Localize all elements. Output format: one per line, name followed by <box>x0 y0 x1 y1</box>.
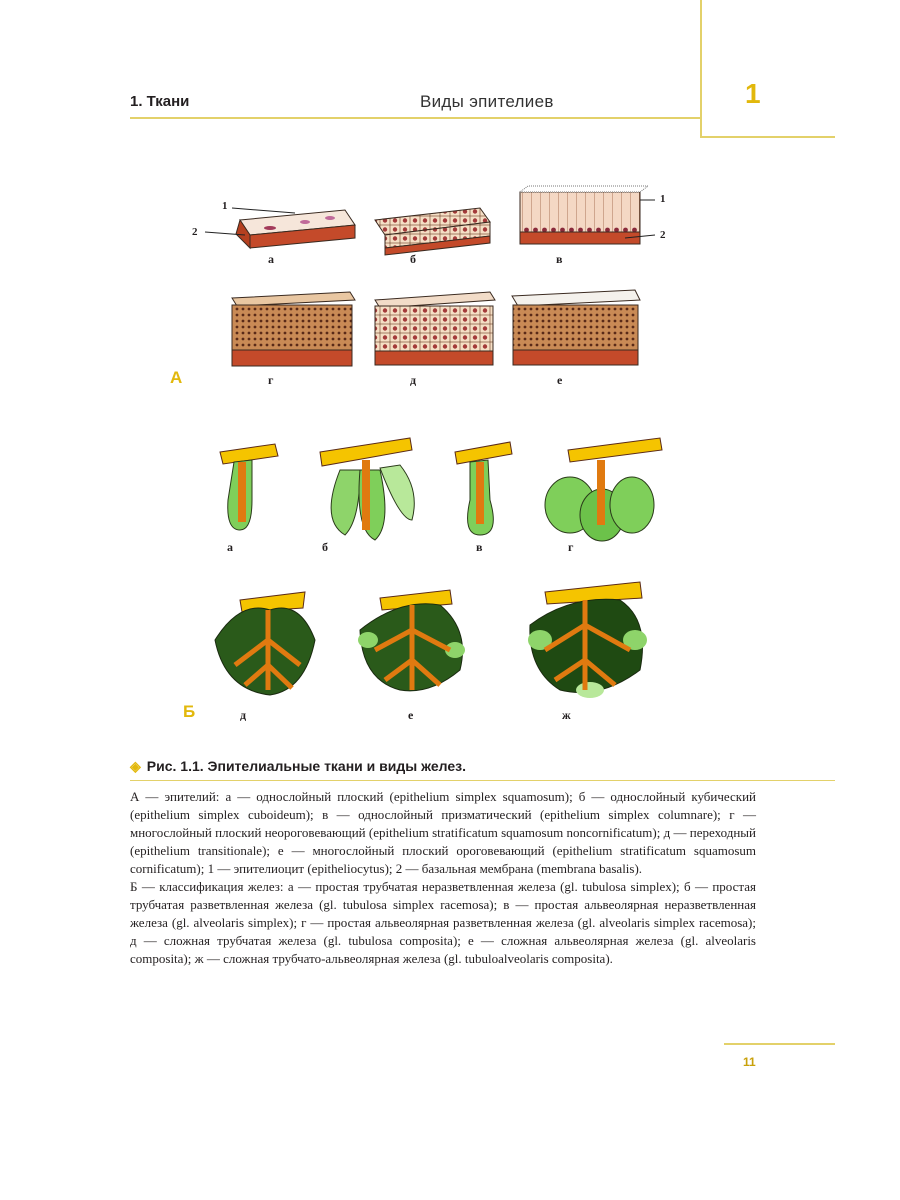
epithelium-a <box>205 208 355 248</box>
label-b-d: г <box>568 540 574 554</box>
epithelium-c <box>520 186 655 244</box>
gland-c <box>455 442 512 535</box>
chapter-number: 1 <box>745 78 761 109</box>
footer-rule <box>724 1043 835 1045</box>
caption-rule <box>130 780 835 781</box>
caption-body <box>130 788 756 968</box>
epithelium-f <box>512 290 640 365</box>
label-b-e: д <box>240 708 247 722</box>
epithelium-e <box>375 292 495 365</box>
panel-a-letter: А <box>170 368 183 387</box>
gland-g <box>528 582 647 698</box>
panel-b-letter: Б <box>183 702 196 721</box>
diamond-icon: ◈ <box>130 758 141 774</box>
label-b-c: в <box>476 540 483 554</box>
label-b-g: ж <box>562 708 571 722</box>
label-b-b: б <box>322 540 328 554</box>
callout-1-right: 1 <box>660 193 666 205</box>
gland-a <box>220 444 278 530</box>
callout-2-left: 2 <box>192 226 198 238</box>
gland-e <box>215 592 315 695</box>
caption-title <box>130 758 830 775</box>
caption-paragraph-b: Б — классификация желез: а — простая трубчатая неразветвленная железа (gl. tubulosa simplex); б — простая трубчатая разветвленная железа (gl. tubulosa simplex racemosa); в — простая альвеолярная неразветвленная железа (gl. alveolaris simplex); г — простая альвеолярная разветвленная железа (gl. alveolaris simplex racemosa); д — сложная трубчатая железа (gl. tubulosa composita); е — сложная альвеолярная железа (gl. alveolaris composita); ж — сложная трубчато-альвеолярная железа (gl. tubuloalveolaris composita). <box>130 879 756 966</box>
callout-2-right: 2 <box>660 229 666 241</box>
gland-d <box>545 438 662 541</box>
label-a-c: в <box>556 252 563 266</box>
section-title: 1. Ткани <box>130 93 190 110</box>
label-a-f: е <box>557 373 563 387</box>
callout-1-left: 1 <box>222 200 228 212</box>
label-a-d: г <box>268 373 274 387</box>
label-a-a: а <box>268 252 274 266</box>
label-b-f: е <box>408 708 414 722</box>
label-a-e: д <box>410 373 417 387</box>
caption-paragraph-a: А — эпителий: а — однослойный плоский (epithelium simplex squamosum); б — однослойный кубический (epithelium simplex cuboideum); в — однослойный призматический (epithelium simplex columnare); г — многослойный плоский неороговевающий (epithelium stratificatum squamosum noncornificatum); д — переходный (epithelium transitionale); е — многослойный плоский ороговевающий (epithelium stratificatum squamosum cornificatum); 1 — эпителиоцит (epitheliocytus); 2 — базальная мембрана (membrana basalis). <box>130 789 756 876</box>
label-a-b: б <box>410 252 416 266</box>
gland-f <box>358 590 465 691</box>
running-title: Виды эпителиев <box>420 92 554 111</box>
gland-b <box>320 438 414 540</box>
label-b-a: а <box>227 540 233 554</box>
epithelium-d <box>232 292 355 366</box>
page-number: 11 <box>743 1055 756 1069</box>
caption-title-text: Рис. 1.1. Эпителиальные ткани и виды желез. <box>146 758 466 774</box>
epithelium-b <box>375 208 490 255</box>
